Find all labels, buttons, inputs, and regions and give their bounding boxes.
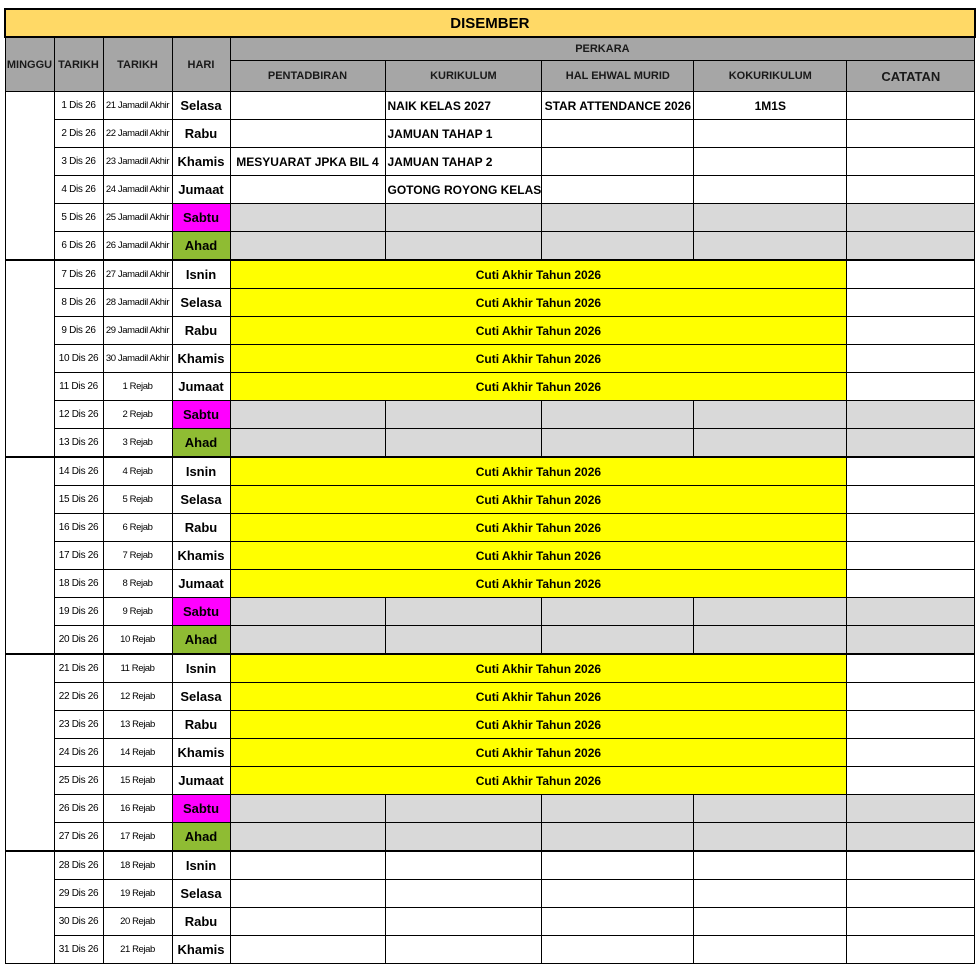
day-row	[5, 767, 975, 795]
catatan-cell[interactable]	[847, 345, 975, 373]
kurikulum-cell[interactable]	[385, 795, 542, 823]
tarikh-cell[interactable]: 6 Dis 26	[54, 232, 103, 261]
hari-cell[interactable]: Rabu	[172, 908, 230, 936]
minggu-cell[interactable]	[5, 92, 54, 261]
hem-cell[interactable]	[542, 232, 694, 261]
kokurikulum-cell[interactable]	[694, 120, 847, 148]
tarikh-cell[interactable]: 27 Dis 26	[54, 823, 103, 852]
catatan-cell[interactable]	[847, 795, 975, 823]
pentadbiran-cell[interactable]	[230, 626, 385, 655]
hem-cell[interactable]	[542, 148, 694, 176]
hem-cell[interactable]	[542, 626, 694, 655]
hari-cell[interactable]: Selasa	[172, 683, 230, 711]
header-tarikh-hijri: TARIKH	[103, 37, 172, 92]
tarikh-cell[interactable]: 8 Dis 26	[54, 289, 103, 317]
holiday-cell[interactable]: Cuti Akhir Tahun 2026	[230, 457, 847, 486]
header-kokurikulum: KOKURIKULUM	[694, 61, 847, 92]
day-row	[5, 739, 975, 767]
holiday-cell[interactable]: Cuti Akhir Tahun 2026	[230, 317, 847, 345]
tarikh-cell[interactable]: 29 Dis 26	[54, 880, 103, 908]
day-row	[5, 823, 975, 852]
catatan-cell[interactable]	[847, 626, 975, 655]
day-row	[5, 232, 975, 261]
catatan-cell[interactable]	[847, 880, 975, 908]
hari-cell[interactable]: Selasa	[172, 92, 230, 120]
hari-cell[interactable]: Jumaat	[172, 373, 230, 401]
header-hal-ehwal-murid: HAL EHWAL MURID	[542, 61, 694, 92]
day-row	[5, 851, 975, 880]
hari-cell[interactable]: Jumaat	[172, 767, 230, 795]
catatan-cell[interactable]	[847, 767, 975, 795]
hari-cell[interactable]: Isnin	[172, 457, 230, 486]
hijri-date-cell[interactable]: 16 Rejab	[103, 795, 172, 823]
hijri-date-cell[interactable]: 7 Rejab	[103, 542, 172, 570]
kurikulum-cell[interactable]	[385, 598, 542, 626]
pentadbiran-cell[interactable]	[230, 429, 385, 458]
holiday-cell[interactable]: Cuti Akhir Tahun 2026	[230, 542, 847, 570]
pentadbiran-cell[interactable]	[230, 92, 385, 120]
hijri-date-cell[interactable]: 23 Jamadil Akhir	[103, 148, 172, 176]
hijri-date-cell[interactable]: 18 Rejab	[103, 851, 172, 880]
day-row	[5, 626, 975, 655]
hijri-date-cell[interactable]: 27 Jamadil Akhir	[103, 260, 172, 289]
day-row	[5, 711, 975, 739]
tarikh-cell[interactable]: 24 Dis 26	[54, 739, 103, 767]
header-hari: HARI	[172, 37, 230, 92]
hijri-date-cell[interactable]: 5 Rejab	[103, 486, 172, 514]
hem-cell[interactable]: STAR ATTENDANCE 2026	[542, 92, 694, 120]
tarikh-cell[interactable]: 10 Dis 26	[54, 345, 103, 373]
minggu-cell[interactable]	[5, 654, 54, 851]
holiday-cell[interactable]: Cuti Akhir Tahun 2026	[230, 486, 847, 514]
hari-cell[interactable]: Jumaat	[172, 570, 230, 598]
kurikulum-cell[interactable]	[385, 626, 542, 655]
holiday-cell[interactable]: Cuti Akhir Tahun 2026	[230, 373, 847, 401]
tarikh-cell[interactable]: 18 Dis 26	[54, 570, 103, 598]
kurikulum-cell[interactable]: GOTONG ROYONG KELAS	[385, 176, 542, 204]
hem-cell[interactable]	[542, 598, 694, 626]
kurikulum-cell[interactable]	[385, 823, 542, 852]
calendar-sheet	[4, 8, 976, 964]
tarikh-cell[interactable]: 2 Dis 26	[54, 120, 103, 148]
hijri-date-cell[interactable]: 9 Rejab	[103, 598, 172, 626]
hem-cell[interactable]	[542, 401, 694, 429]
catatan-cell[interactable]	[847, 908, 975, 936]
hari-cell[interactable]: Isnin	[172, 260, 230, 289]
kokurikulum-cell[interactable]	[694, 936, 847, 964]
hijri-date-cell[interactable]: 6 Rejab	[103, 514, 172, 542]
tarikh-cell[interactable]: 9 Dis 26	[54, 317, 103, 345]
hijri-date-cell[interactable]: 1 Rejab	[103, 373, 172, 401]
tarikh-cell[interactable]: 4 Dis 26	[54, 176, 103, 204]
tarikh-cell[interactable]: 23 Dis 26	[54, 711, 103, 739]
holiday-cell[interactable]: Cuti Akhir Tahun 2026	[230, 767, 847, 795]
kokurikulum-cell[interactable]	[694, 598, 847, 626]
hari-cell[interactable]: Sabtu	[172, 598, 230, 626]
day-row	[5, 120, 975, 148]
catatan-cell[interactable]	[847, 373, 975, 401]
hem-cell[interactable]	[542, 851, 694, 880]
tarikh-cell[interactable]: 3 Dis 26	[54, 148, 103, 176]
catatan-cell[interactable]	[847, 654, 975, 683]
pentadbiran-cell[interactable]	[230, 401, 385, 429]
holiday-cell[interactable]: Cuti Akhir Tahun 2026	[230, 654, 847, 683]
day-row	[5, 683, 975, 711]
catatan-cell[interactable]	[847, 289, 975, 317]
tarikh-cell[interactable]: 19 Dis 26	[54, 598, 103, 626]
hari-cell[interactable]: Ahad	[172, 429, 230, 458]
hari-cell[interactable]: Sabtu	[172, 795, 230, 823]
minggu-cell[interactable]	[5, 260, 54, 457]
tarikh-cell[interactable]: 25 Dis 26	[54, 767, 103, 795]
kokurikulum-cell[interactable]	[694, 232, 847, 261]
kokurikulum-cell[interactable]	[694, 429, 847, 458]
day-row	[5, 880, 975, 908]
pentadbiran-cell[interactable]	[230, 232, 385, 261]
kokurikulum-cell[interactable]	[694, 626, 847, 655]
day-row	[5, 429, 975, 458]
day-row	[5, 260, 975, 289]
catatan-cell[interactable]	[847, 739, 975, 767]
tarikh-cell[interactable]: 20 Dis 26	[54, 626, 103, 655]
hijri-date-cell[interactable]: 29 Jamadil Akhir	[103, 317, 172, 345]
pentadbiran-cell[interactable]	[230, 823, 385, 852]
hijri-date-cell[interactable]: 17 Rejab	[103, 823, 172, 852]
header-pentadbiran: PENTADBIRAN	[230, 61, 385, 92]
tarikh-cell[interactable]: 28 Dis 26	[54, 851, 103, 880]
hari-cell[interactable]: Ahad	[172, 232, 230, 261]
day-row	[5, 204, 975, 232]
catatan-cell[interactable]	[847, 851, 975, 880]
hijri-date-cell[interactable]: 22 Jamadil Akhir	[103, 120, 172, 148]
hijri-date-cell[interactable]: 30 Jamadil Akhir	[103, 345, 172, 373]
header-kurikulum: KURIKULUM	[385, 61, 542, 92]
hari-cell[interactable]: Isnin	[172, 851, 230, 880]
hari-cell[interactable]: Rabu	[172, 317, 230, 345]
hari-cell[interactable]: Ahad	[172, 626, 230, 655]
tarikh-cell[interactable]: 21 Dis 26	[54, 654, 103, 683]
catatan-cell[interactable]	[847, 514, 975, 542]
tarikh-cell[interactable]: 26 Dis 26	[54, 795, 103, 823]
hijri-date-cell[interactable]: 2 Rejab	[103, 401, 172, 429]
hem-cell[interactable]	[542, 204, 694, 232]
hijri-date-cell[interactable]: 10 Rejab	[103, 626, 172, 655]
pentadbiran-cell[interactable]	[230, 795, 385, 823]
catatan-cell[interactable]	[847, 936, 975, 964]
tarikh-cell[interactable]: 11 Dis 26	[54, 373, 103, 401]
pentadbiran-cell[interactable]	[230, 176, 385, 204]
calendar-table	[4, 8, 976, 964]
pentadbiran-cell[interactable]: MESYUARAT JPKA BIL 4	[230, 148, 385, 176]
holiday-cell[interactable]: Cuti Akhir Tahun 2026	[230, 711, 847, 739]
day-row	[5, 345, 975, 373]
hem-cell[interactable]	[542, 908, 694, 936]
hijri-date-cell[interactable]: 4 Rejab	[103, 457, 172, 486]
tarikh-cell[interactable]: 1 Dis 26	[54, 92, 103, 120]
hari-cell[interactable]: Khamis	[172, 542, 230, 570]
hem-cell[interactable]	[542, 880, 694, 908]
kurikulum-cell[interactable]	[385, 401, 542, 429]
holiday-cell[interactable]: Cuti Akhir Tahun 2026	[230, 345, 847, 373]
hari-cell[interactable]: Sabtu	[172, 401, 230, 429]
hari-cell[interactable]: Khamis	[172, 148, 230, 176]
tarikh-cell[interactable]: 17 Dis 26	[54, 542, 103, 570]
hem-cell[interactable]	[542, 429, 694, 458]
catatan-cell[interactable]	[847, 148, 975, 176]
day-row	[5, 514, 975, 542]
catatan-cell[interactable]	[847, 486, 975, 514]
holiday-cell[interactable]: Cuti Akhir Tahun 2026	[230, 514, 847, 542]
hijri-date-cell[interactable]: 20 Rejab	[103, 908, 172, 936]
day-row	[5, 654, 975, 683]
day-row	[5, 289, 975, 317]
catatan-cell[interactable]	[847, 120, 975, 148]
day-row	[5, 92, 975, 120]
catatan-cell[interactable]	[847, 711, 975, 739]
hari-cell[interactable]: Selasa	[172, 289, 230, 317]
catatan-cell[interactable]	[847, 570, 975, 598]
hem-cell[interactable]	[542, 176, 694, 204]
holiday-cell[interactable]: Cuti Akhir Tahun 2026	[230, 683, 847, 711]
hem-cell[interactable]	[542, 936, 694, 964]
hijri-date-cell[interactable]: 3 Rejab	[103, 429, 172, 458]
catatan-cell[interactable]	[847, 542, 975, 570]
minggu-cell[interactable]	[5, 457, 54, 654]
holiday-cell[interactable]: Cuti Akhir Tahun 2026	[230, 260, 847, 289]
pentadbiran-cell[interactable]	[230, 598, 385, 626]
catatan-cell[interactable]	[847, 401, 975, 429]
hari-cell[interactable]: Sabtu	[172, 204, 230, 232]
hijri-date-cell[interactable]: 28 Jamadil Akhir	[103, 289, 172, 317]
kurikulum-cell[interactable]: NAIK KELAS 2027	[385, 92, 542, 120]
hijri-date-cell[interactable]: 21 Rejab	[103, 936, 172, 964]
pentadbiran-cell[interactable]	[230, 851, 385, 880]
kokurikulum-cell[interactable]	[694, 795, 847, 823]
kurikulum-cell[interactable]	[385, 851, 542, 880]
calendar-body	[5, 92, 975, 964]
catatan-cell[interactable]	[847, 232, 975, 261]
catatan-cell[interactable]	[847, 176, 975, 204]
header-perkara: PERKARA	[230, 37, 975, 61]
day-row	[5, 486, 975, 514]
day-row	[5, 373, 975, 401]
kokurikulum-cell[interactable]	[694, 401, 847, 429]
kurikulum-cell[interactable]	[385, 232, 542, 261]
header-tarikh: TARIKH	[54, 37, 103, 92]
catatan-cell[interactable]	[847, 317, 975, 345]
tarikh-cell[interactable]: 22 Dis 26	[54, 683, 103, 711]
kokurikulum-cell[interactable]	[694, 908, 847, 936]
hijri-date-cell[interactable]: 24 Jamadil Akhir	[103, 176, 172, 204]
hari-cell[interactable]: Khamis	[172, 936, 230, 964]
hem-cell[interactable]	[542, 823, 694, 852]
kurikulum-cell[interactable]: JAMUAN TAHAP 2	[385, 148, 542, 176]
kurikulum-cell[interactable]: JAMUAN TAHAP 1	[385, 120, 542, 148]
tarikh-cell[interactable]: 31 Dis 26	[54, 936, 103, 964]
catatan-cell[interactable]	[847, 429, 975, 458]
day-row	[5, 401, 975, 429]
hari-cell[interactable]: Ahad	[172, 823, 230, 852]
catatan-cell[interactable]	[847, 92, 975, 120]
catatan-cell[interactable]	[847, 683, 975, 711]
tarikh-cell[interactable]: 5 Dis 26	[54, 204, 103, 232]
hijri-date-cell[interactable]: 26 Jamadil Akhir	[103, 232, 172, 261]
kurikulum-cell[interactable]	[385, 908, 542, 936]
hari-cell[interactable]: Selasa	[172, 486, 230, 514]
hari-cell[interactable]: Isnin	[172, 654, 230, 683]
pentadbiran-cell[interactable]	[230, 120, 385, 148]
hari-cell[interactable]: Khamis	[172, 739, 230, 767]
kokurikulum-cell[interactable]	[694, 176, 847, 204]
hari-cell[interactable]: Rabu	[172, 711, 230, 739]
kokurikulum-cell[interactable]	[694, 851, 847, 880]
month-title: DISEMBER	[5, 9, 975, 37]
kokurikulum-cell[interactable]: 1M1S	[694, 92, 847, 120]
header-catatan: CATATAN	[847, 61, 975, 92]
minggu-cell[interactable]	[5, 851, 54, 964]
hijri-date-cell[interactable]: 15 Rejab	[103, 767, 172, 795]
hem-cell[interactable]	[542, 120, 694, 148]
hijri-date-cell[interactable]: 8 Rejab	[103, 570, 172, 598]
hijri-date-cell[interactable]: 21 Jamadil Akhir	[103, 92, 172, 120]
catatan-cell[interactable]	[847, 260, 975, 289]
pentadbiran-cell[interactable]	[230, 880, 385, 908]
holiday-cell[interactable]: Cuti Akhir Tahun 2026	[230, 739, 847, 767]
pentadbiran-cell[interactable]	[230, 908, 385, 936]
kokurikulum-cell[interactable]	[694, 823, 847, 852]
kurikulum-cell[interactable]	[385, 880, 542, 908]
hijri-date-cell[interactable]: 13 Rejab	[103, 711, 172, 739]
pentadbiran-cell[interactable]	[230, 204, 385, 232]
holiday-cell[interactable]: Cuti Akhir Tahun 2026	[230, 289, 847, 317]
day-row	[5, 317, 975, 345]
hari-cell[interactable]: Jumaat	[172, 176, 230, 204]
tarikh-cell[interactable]: 7 Dis 26	[54, 260, 103, 289]
day-row	[5, 570, 975, 598]
hijri-date-cell[interactable]: 25 Jamadil Akhir	[103, 204, 172, 232]
catatan-cell[interactable]	[847, 204, 975, 232]
day-row	[5, 908, 975, 936]
kokurikulum-cell[interactable]	[694, 880, 847, 908]
catatan-cell[interactable]	[847, 823, 975, 852]
hari-cell[interactable]: Rabu	[172, 514, 230, 542]
kokurikulum-cell[interactable]	[694, 148, 847, 176]
hari-cell[interactable]: Selasa	[172, 880, 230, 908]
catatan-cell[interactable]	[847, 457, 975, 486]
day-row	[5, 457, 975, 486]
day-row	[5, 542, 975, 570]
hijri-date-cell[interactable]: 12 Rejab	[103, 683, 172, 711]
day-row	[5, 936, 975, 964]
header-minggu: MINGGU	[5, 37, 54, 92]
kurikulum-cell[interactable]	[385, 429, 542, 458]
day-row	[5, 176, 975, 204]
hijri-date-cell[interactable]: 14 Rejab	[103, 739, 172, 767]
tarikh-cell[interactable]: 14 Dis 26	[54, 457, 103, 486]
kurikulum-cell[interactable]	[385, 936, 542, 964]
kurikulum-cell[interactable]	[385, 204, 542, 232]
tarikh-cell[interactable]: 12 Dis 26	[54, 401, 103, 429]
tarikh-cell[interactable]: 13 Dis 26	[54, 429, 103, 458]
hari-cell[interactable]: Rabu	[172, 120, 230, 148]
kokurikulum-cell[interactable]	[694, 204, 847, 232]
tarikh-cell[interactable]: 30 Dis 26	[54, 908, 103, 936]
hari-cell[interactable]: Khamis	[172, 345, 230, 373]
holiday-cell[interactable]: Cuti Akhir Tahun 2026	[230, 570, 847, 598]
hijri-date-cell[interactable]: 19 Rejab	[103, 880, 172, 908]
tarikh-cell[interactable]: 15 Dis 26	[54, 486, 103, 514]
hem-cell[interactable]	[542, 795, 694, 823]
pentadbiran-cell[interactable]	[230, 936, 385, 964]
tarikh-cell[interactable]: 16 Dis 26	[54, 514, 103, 542]
day-row	[5, 148, 975, 176]
catatan-cell[interactable]	[847, 598, 975, 626]
day-row	[5, 795, 975, 823]
hijri-date-cell[interactable]: 11 Rejab	[103, 654, 172, 683]
day-row	[5, 598, 975, 626]
